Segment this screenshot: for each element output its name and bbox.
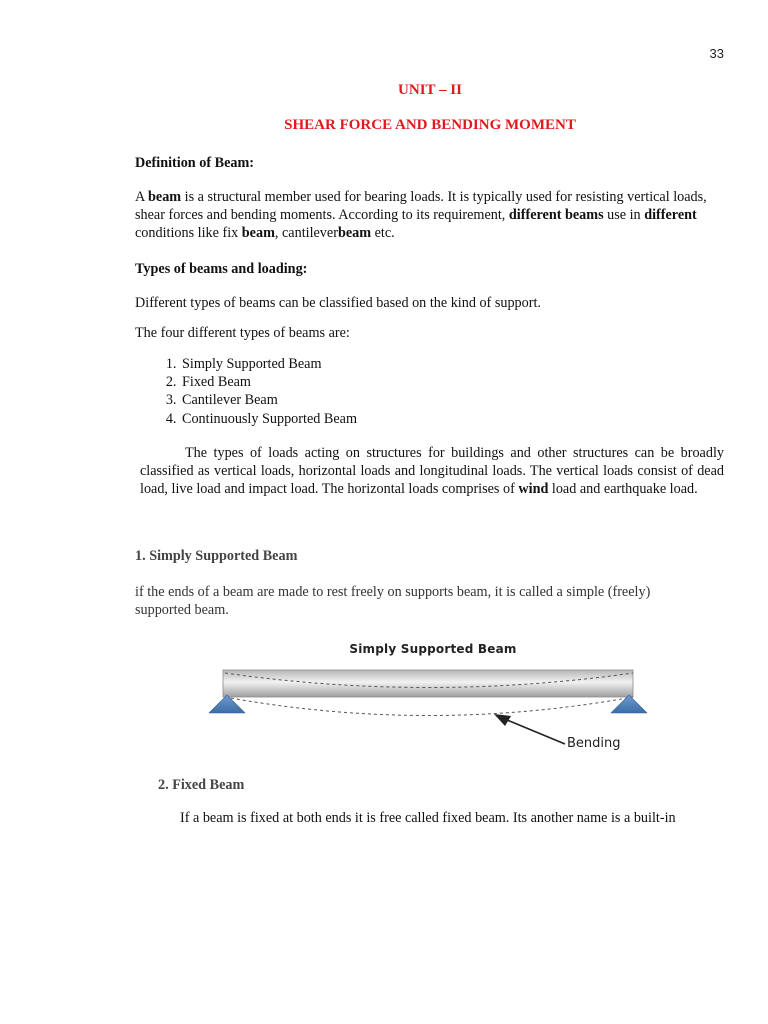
fixed-beam-text: If a beam is fixed at both ends it is free called fixed beam. Its another name is a built-in	[180, 810, 676, 826]
bold-term: beam	[337, 225, 372, 241]
bold-term: beam	[241, 225, 275, 241]
beam-deflection-bottom	[225, 697, 633, 716]
definition-heading: Definition of Beam:	[135, 155, 255, 171]
types-intro-2: The four different types of beams are:	[135, 325, 350, 341]
text-span: The types of loads acting on structures for buildings and other structures can be broadly classified as vertical loads, horizontal loads and longitudinal loads. The vertical loads consist of dead load, live load and impact load. The horizontal loads comprises of	[140, 445, 724, 497]
beam-body	[223, 670, 633, 697]
list-item: 4. Continuously Supported Beam	[180, 410, 357, 428]
definition-paragraph	[135, 188, 725, 242]
list-item: 1. Simply Supported Beam	[180, 355, 357, 373]
text-span: , cantilever	[274, 225, 338, 241]
types-intro-1: Different types of beams can be classified based on the kind of support.	[135, 295, 541, 311]
simply-supported-text: if the ends of a beam are made to rest freely on supports beam, it is called a simple (freely) supported beam.	[135, 584, 651, 618]
text-span: use in	[603, 207, 645, 223]
list-item: 2. Fixed Beam	[180, 373, 357, 391]
types-heading: Types of beams and loading:	[135, 261, 308, 277]
fixed-beam-heading: 2. Fixed Beam	[158, 777, 245, 793]
bending-arrow-head	[494, 714, 511, 726]
simply-supported-heading: 1. Simply Supported Beam	[135, 548, 298, 564]
text-span: etc.	[371, 225, 395, 241]
right-support-icon	[611, 695, 647, 713]
unit-title: UNIT – II	[398, 82, 462, 98]
figure-title: Simply Supported Beam	[349, 642, 517, 656]
page-number: 33	[709, 46, 724, 61]
loads-paragraph	[140, 444, 724, 498]
text-span: A	[135, 189, 149, 205]
text-span: conditions like fix	[135, 225, 242, 241]
simply-supported-beam-figure	[205, 636, 655, 761]
text-span: is a structural member used for bearing loads. It is typically used for resisting vertical loads, shear forces and bending moments. According to its requirement,	[135, 189, 707, 223]
bold-term: beam	[148, 189, 182, 205]
text-span: load and earthquake load.	[548, 481, 698, 497]
list-item: 3. Cantilever Beam	[180, 391, 357, 409]
bending-arrow-shaft	[507, 720, 565, 744]
chapter-title: SHEAR FORCE AND BENDING MOMENT	[284, 117, 576, 133]
bending-label: Bending	[567, 736, 621, 751]
left-support-icon	[209, 695, 245, 713]
beam-types-list	[140, 355, 357, 428]
bold-term: different	[644, 207, 697, 223]
bold-term: wind	[518, 481, 549, 497]
bold-term: different beams	[508, 207, 604, 223]
